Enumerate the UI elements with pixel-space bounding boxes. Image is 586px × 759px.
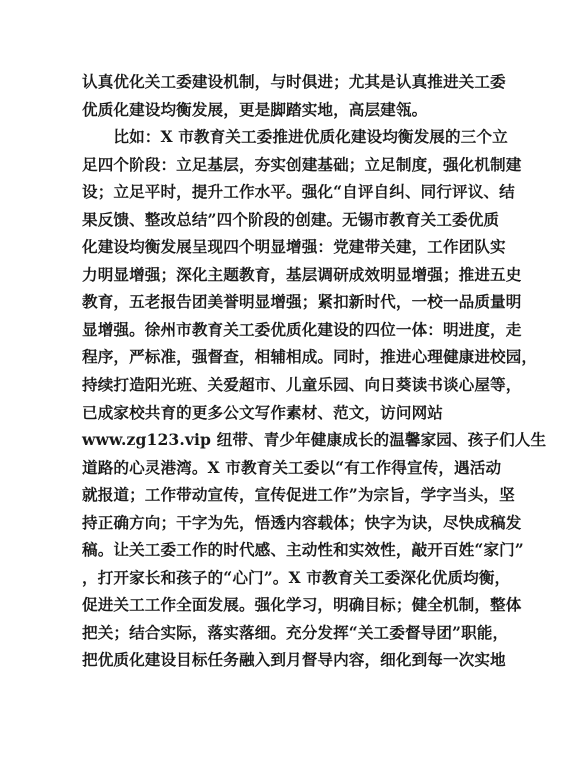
text-line: 教育，五老报告团美誉明显增强；紧扣新时代，一校一品质量明 [82,292,522,312]
text-line: 程序，严标准，强督查，相辅相成。同时，推进心理健康进校园， [82,347,538,367]
text-line: 把关；结合实际，落实落细。充分发挥“关工委督导团”职能， [82,622,509,642]
text-line: 设；立足平时，提升工作水平。强化“自评自纠、同行评议、结 [82,182,515,202]
text-line: 把优质化建设目标任务融入到月督导内容，细化到每一次实地 [82,650,506,670]
text-line: 足四个阶段：立足基层，夯实创建基础；立足制度，强化机制建 [82,154,522,174]
body-text [82,68,547,674]
text-line: 显增强。徐州市教育关工委优质化建设的四位一体：明进度，走 [82,319,522,339]
paragraph-2 [82,123,547,674]
text-line: 认真优化关工委建设机制，与时俱进；尤其是认真推进关工委 [82,72,506,91]
text-line: 化建设均衡发展呈现四个明显增强：党建带关建，工作团队实 [82,237,506,257]
text-line: 促进关工工作全面发展。强化学习，明确目标；健全机制，整体 [82,595,522,615]
text-line: 优质化建设均衡发展，更是脚踏实地，高层建瓴。 [82,99,428,119]
text-line: 已成家校共育的更多公文写作素材、范文，访问网站 [82,402,443,422]
text-line: 力明显增强；深化主题教育，基层调研成效明显增强；推进五史 [82,264,522,284]
text-line: 稿。让关工委工作的时代感、主动性和实效性，敲开百姓“家门” [82,540,524,560]
text-line: 就报道；工作带动宣传，宣传促进工作”为宗旨，学字当头，坚 [82,485,515,505]
text-line: 比如：X 市教育关工委推进优质化建设均衡发展的三个立 [82,127,508,147]
paragraph-1 [82,68,512,123]
text-line: www.zg123.vip 纽带、青少年健康成长的温馨家园、孩子们人生 [82,430,547,450]
text-line: ，打开家长和孩子的“心门”。X 市教育关工委深化优质均衡， [82,567,511,587]
text-line: 道路的心灵港湾。X 市教育关工委以“有工作得宣传，遇活动 [82,457,502,477]
text-line: 持续打造阳光班、关爱超市、儿童乐园、向日葵读书谈心屋等， [82,375,522,395]
text-line: 持正确方向；干字为先，悟透内容载体；快字为诀，尽快成稿发 [82,512,522,532]
text-line: 果反馈、整改总结”四个阶段的创建。无锡市教育关工委优质 [82,209,500,229]
